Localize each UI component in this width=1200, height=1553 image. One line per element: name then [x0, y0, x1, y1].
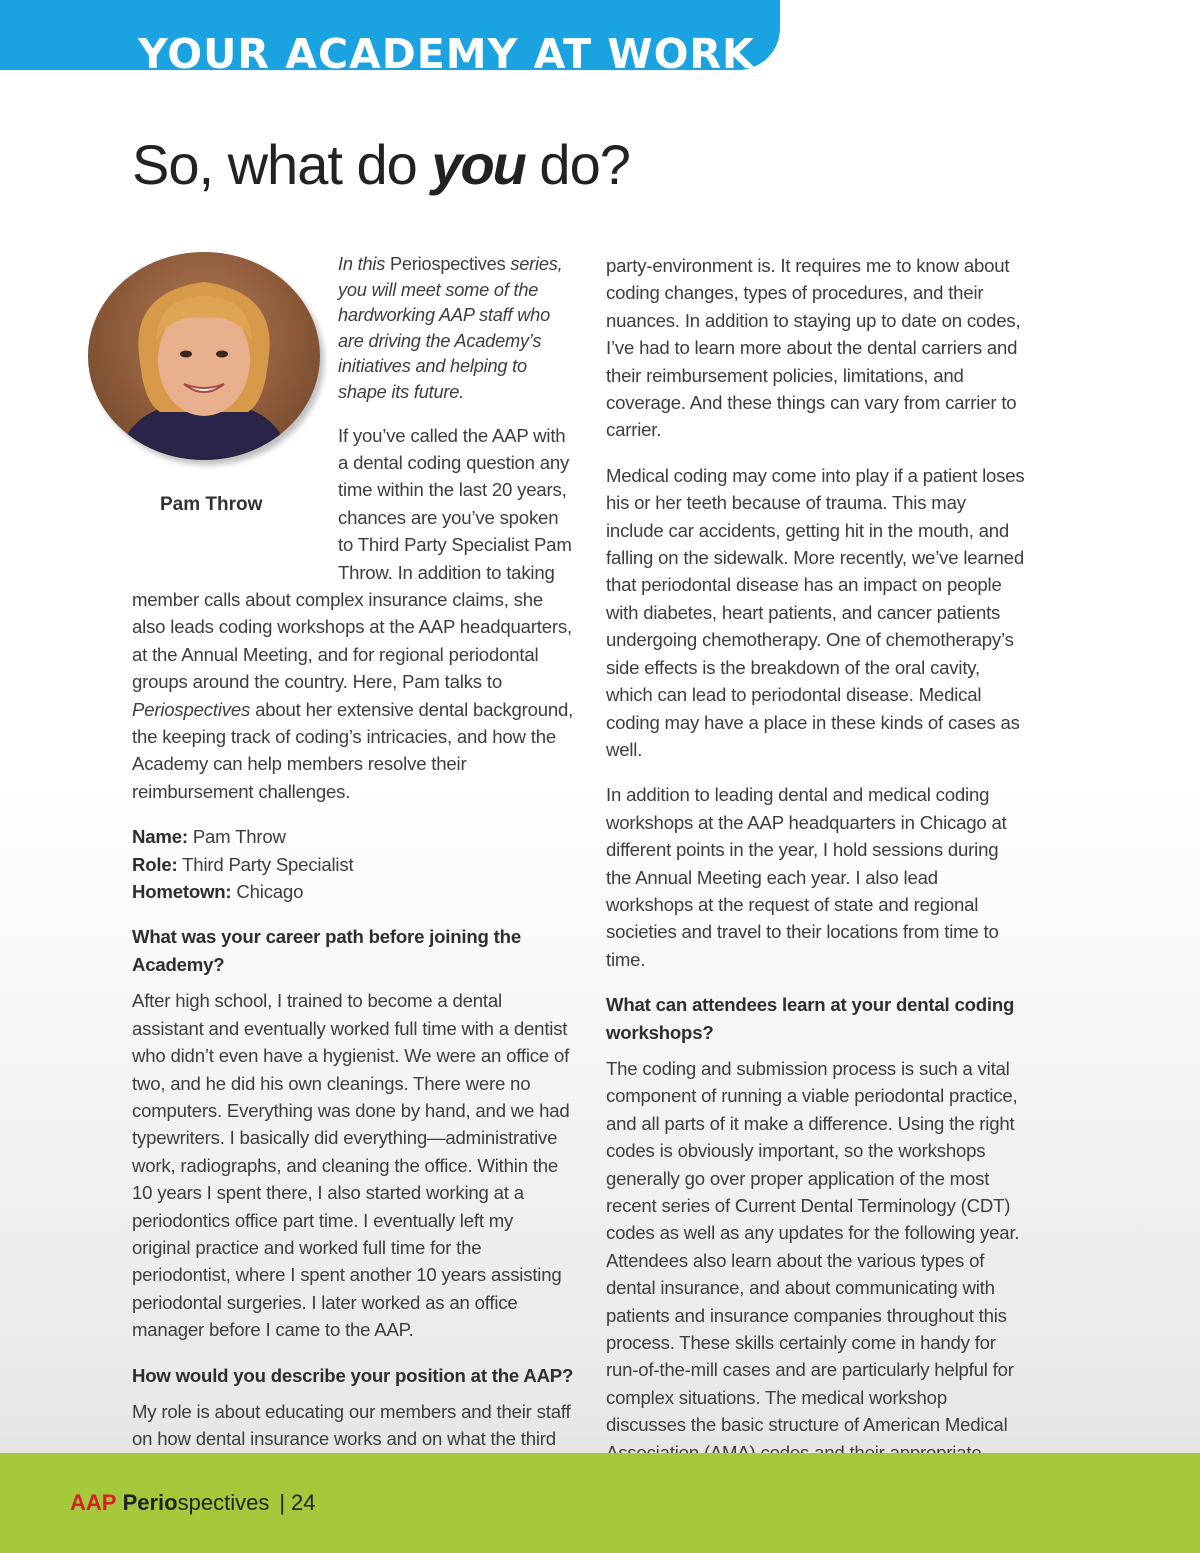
fact-value: Third Party Specialist	[182, 853, 354, 875]
title-part-2: do?	[524, 133, 630, 196]
fact-hometown	[132, 878, 574, 905]
fact-label: Name:	[132, 826, 188, 848]
title-part-1: So, what do	[132, 133, 432, 196]
lead-part-a: If you’ve called the AAP with a dental coding question any time within the last 20 years, chances are you’ve spoken to Third Party Specialist Pam Throw. In addition to taking member calls about complex insurance claims, she also leads coding workshops at the AAP headquarters, at the Annual Meeting, and for regional periodontal groups around the country. Here, Pam talks to	[132, 424, 572, 693]
question-position: How would you describe your position at the AAP?	[132, 1364, 574, 1386]
lead-part-b: about her extensive dental background, the keeping track of coding’s intricacies, and how the Academy can help members resolve their reimbursement challenges.	[132, 698, 574, 802]
answer-medical-coding: Medical coding may come into play if a patient loses his or her teeth because of trauma. This may include car accidents, getting hit in the mouth, and falling on the sidewalk. More recently, we’ve learned that periodontal disease has an impact on people with diabetes, heart patients, and cancer patients undergoing chemotherapy. One of chemotherapy’s side effects is the breakdown of the oral cavity, which can lead to periodontal disease. Medical coding may have a place in these kinds of cases as well.	[606, 464, 1025, 760]
fact-label: Role:	[132, 853, 178, 875]
answer-workshops-locations: In addition to leading dental and medical coding workshops at the AAP headquarters in Chicago at different points in the year, I hold sessions during the Annual Meeting each year. I also lead workshops at the request of state and regional societies and travel to their locations from time to time.	[606, 784, 1007, 970]
fact-label: Hometown:	[132, 881, 232, 903]
column-left	[132, 252, 574, 1453]
answer-workshops: The coding and submission process is such a vital component of running a viable periodontal practice, and all parts of it make a difference. Using the right codes is obviously important, so the workshops generally go over proper application of the most recent series of Current Dental Terminology (CDT) codes as well as any updates for the following year. Attendees also learn about the various types of dental insurance, and about communicating with patients and insurance companies throughout this process. These skills certainly come in handy for run-of-the-mill cases and are particularly helpful for complex situations. The medical workshop discusses the basic structure of American Medical	[606, 1057, 1020, 1436]
fact-list	[132, 823, 574, 905]
answer-career-path: After high school, I trained to become a dental assistant and eventually worked full time with a dentist who didn’t even have a hygienist. We were an office of two, and he did his own cleanings. There were no computers. Everything was done by hand, and we had typewriters. I basically did everything—administrative work, radiographs, and cleaning the office. Within the 10 years I spent there, I also started working at a periodontics office part time. I eventually left my original practice and worked full time for the periodontist, where I spent another 10 years assisting periodontal surgeries. I later worked as an office manager before I came to the AAP.	[132, 990, 570, 1341]
fact-role	[132, 851, 574, 878]
answer-position-continued: party-environment is. It requires me to know about coding changes, types of procedures, and their nuances. In addition to staying up to date on codes, I’ve had to learn more about the dental carriers and their reimbursement policies, limitations, and coverage. And these things can vary from carrier to carrier.	[606, 255, 1021, 441]
title-emphasis: you	[431, 133, 525, 196]
fact-name	[132, 823, 574, 850]
fact-value: Chicago	[236, 881, 304, 903]
lead-publication: Periospectives	[132, 698, 251, 720]
section-title: YOUR ACADEMY AT WORK	[138, 30, 755, 70]
page-number: 24	[291, 1490, 316, 1515]
footer-brand	[70, 1490, 316, 1516]
brand-rest: spectives	[177, 1490, 270, 1515]
photo-caption: Pam Throw	[160, 494, 263, 515]
fact-value: Pam Throw	[192, 826, 286, 848]
brand-perio: Perio	[122, 1490, 178, 1515]
page-title	[132, 132, 630, 197]
question-career-path: What was your career path before joining the Academy?	[132, 926, 521, 975]
footer-separator: |	[279, 1490, 286, 1515]
section-banner	[0, 0, 780, 70]
question-workshops: What can attendees learn at your dental coding workshops?	[606, 994, 1015, 1043]
intro-rest: series, you will meet some of the hardworking AAP staff who are driving the Academy’s initiatives and helping to shape its future.	[338, 254, 563, 402]
brand-aap: AAP	[70, 1490, 117, 1515]
column-right	[606, 252, 1026, 1493]
answer-position-start: My role is about educating our members and their staff on how dental insurance works and on what the third	[132, 1400, 571, 1450]
photo-spacer	[132, 252, 338, 574]
intro-publication: Periospectives	[389, 254, 506, 274]
intro-lead: In this	[338, 254, 386, 274]
